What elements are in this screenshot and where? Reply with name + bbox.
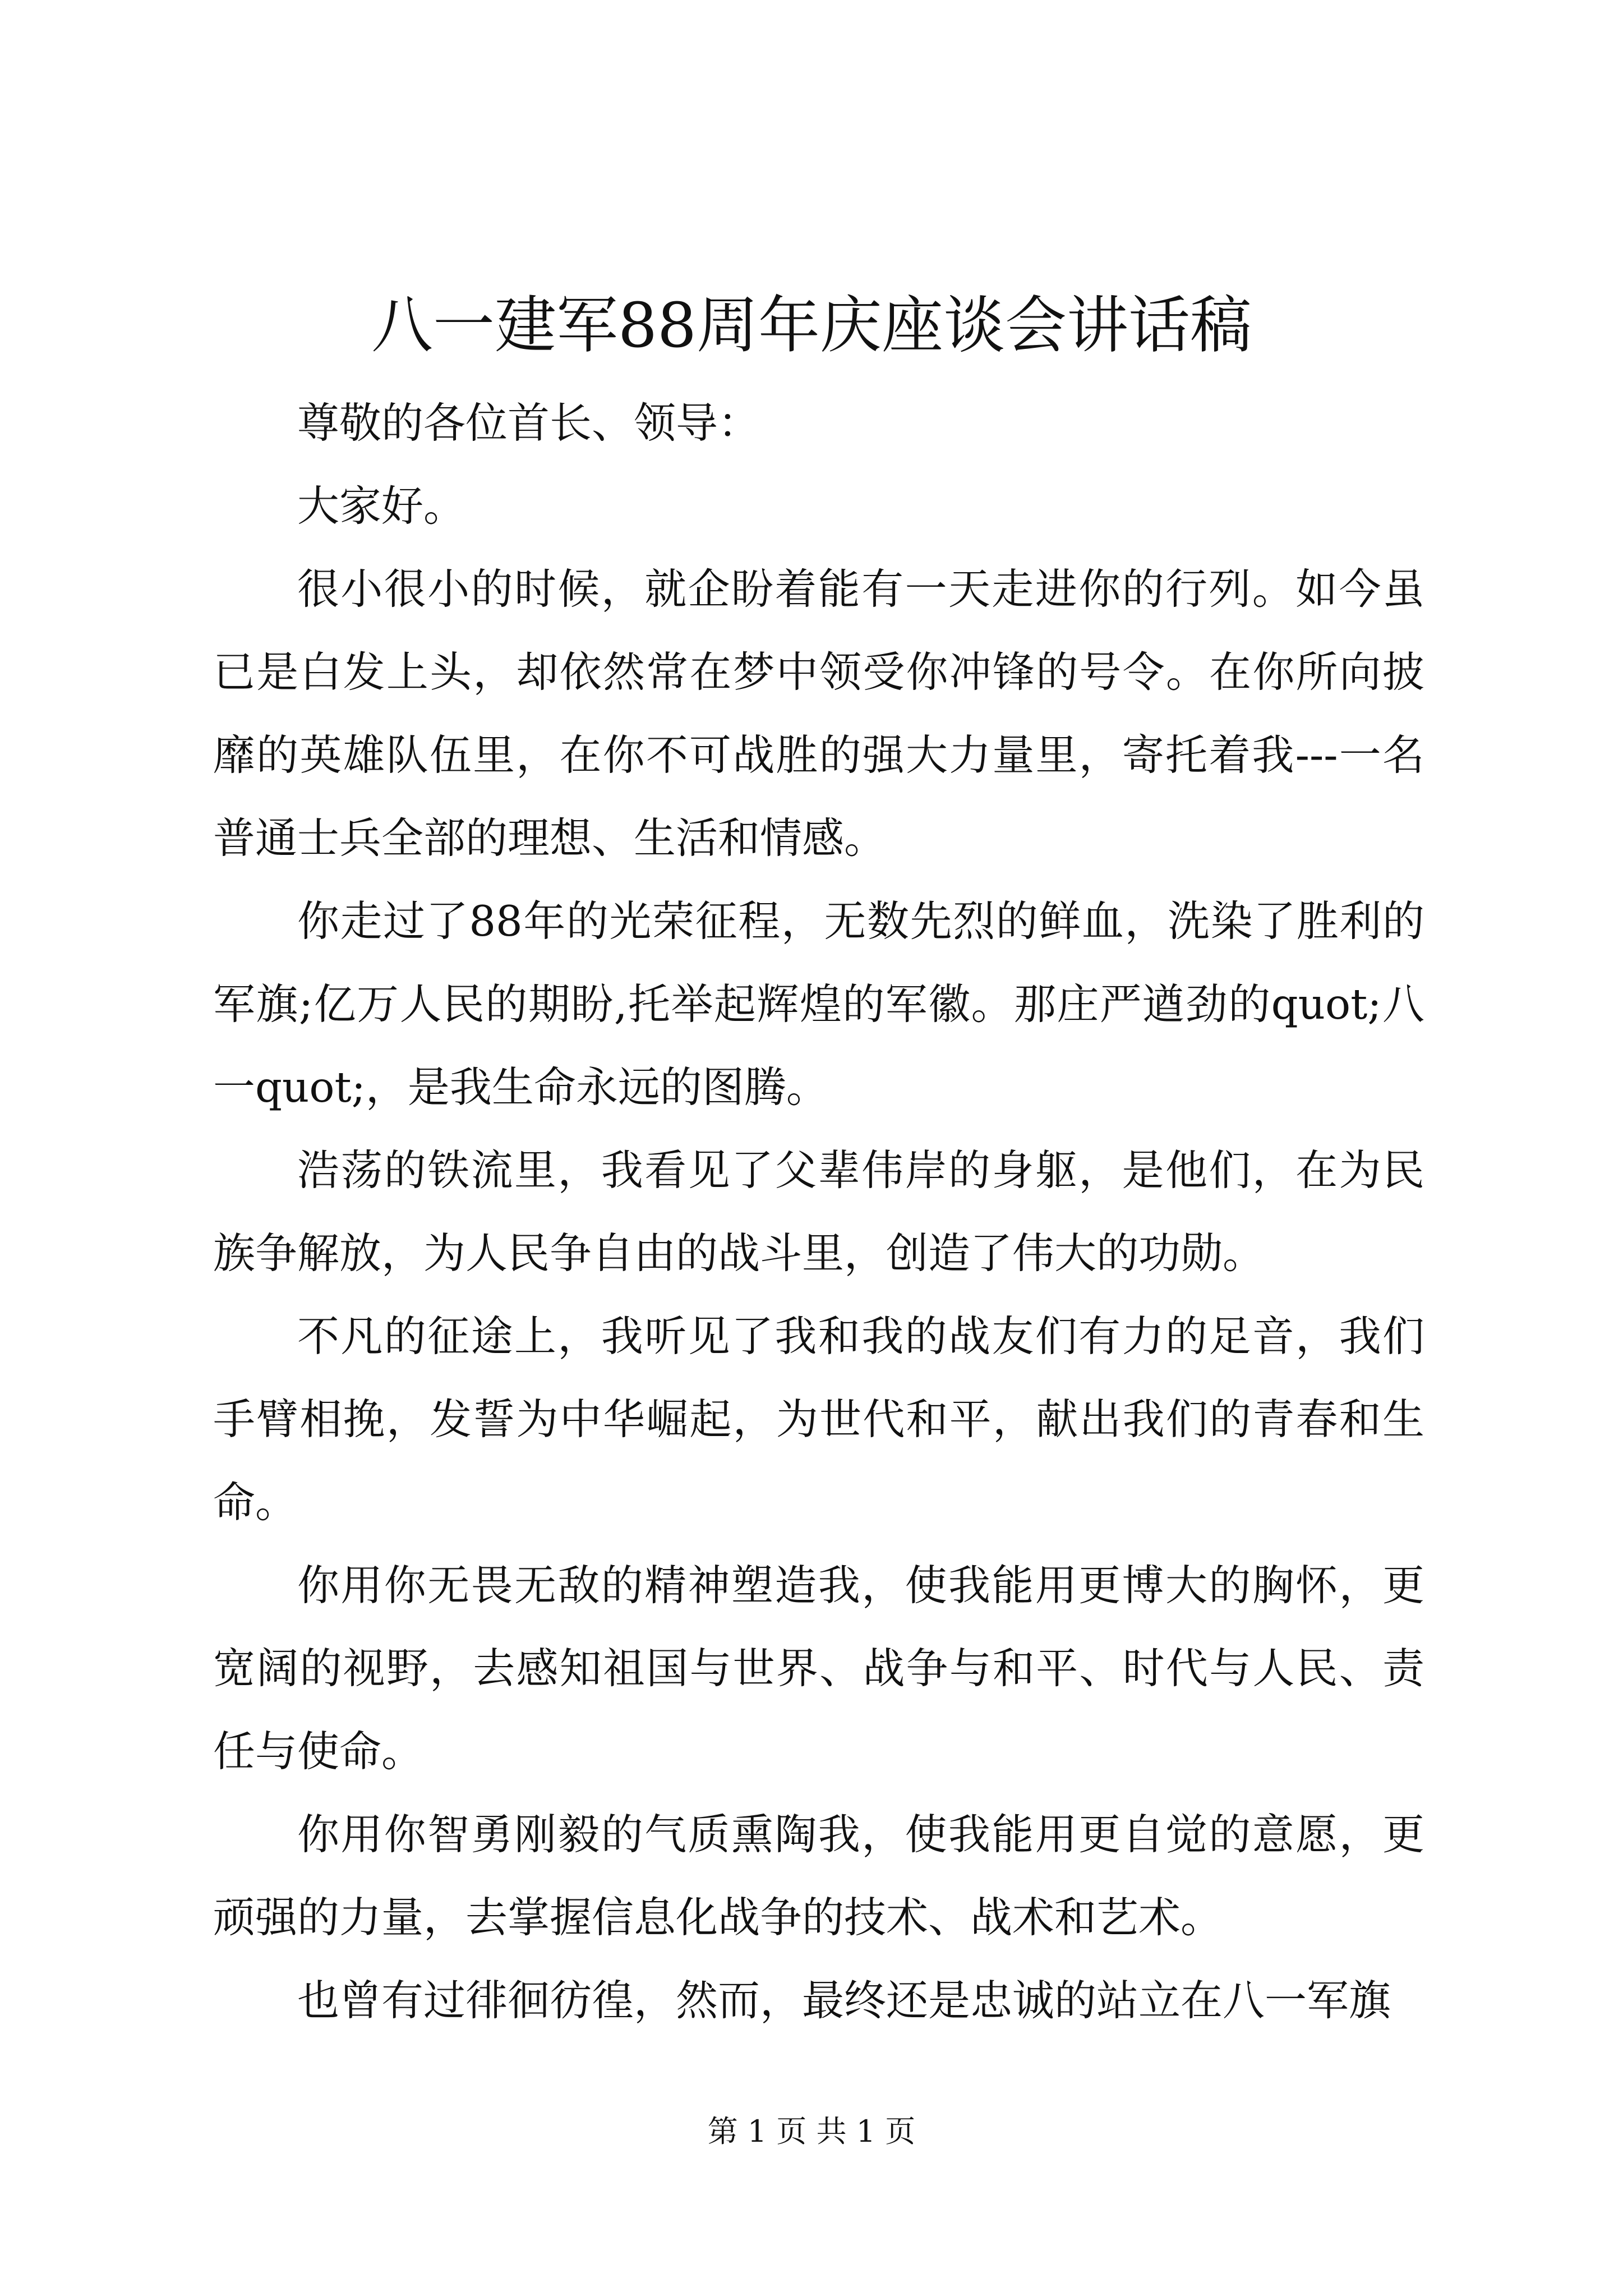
page-footer: 第 1 页 共 1 页 xyxy=(707,2114,916,2149)
paragraph: 也曾有过徘徊彷徨，然而，最终还是忠诚的站立在八一军旗 xyxy=(297,1976,1391,2025)
paragraph-salutation: 尊敬的各位首长、领导： xyxy=(297,398,760,448)
document-body xyxy=(213,381,1424,2042)
paragraph: 浩荡的铁流里，我看见了父辈伟岸的身躯，是他们，在为民族争解放，为人民争自由的战斗里，创造了伟大的功勋。 xyxy=(213,1145,1424,1278)
paragraph: 你用你无畏无敌的精神塑造我，使我能用更博大的胸怀，更宽阔的视野，去感知祖国与世界、战争与和平、时代与人民、责任与使命。 xyxy=(213,1561,1424,1776)
paragraph: 很小很小的时候，就企盼着能有一天走进你的行列。如今虽已是白发上头，却依然常在梦中领受你冲锋的号令。在你所向披靡的英雄队伍里，在你不可战胜的强大力量里，寄托着我---一名普通士兵全部的理想、生活和情感。 xyxy=(213,564,1424,863)
paragraph: 不凡的征途上，我听见了我和我的战友们有力的足音，我们手臂相挽，发誓为中华崛起，为世代和平，献出我们的青春和生命。 xyxy=(213,1312,1424,1527)
paragraph-greeting: 大家好。 xyxy=(297,481,466,531)
paragraph: 你走过了88年的光荣征程，无数先烈的鲜血，洗染了胜利的军旗;亿万人民的期盼,托举起辉煌的军徽。那庄严遒劲的quot;八一quot;，是我生命永远的图腾。 xyxy=(213,896,1424,1112)
document-title: 八一建军88周年庆座谈会讲话稿 xyxy=(371,289,1252,361)
paragraph: 你用你智勇刚毅的气质熏陶我，使我能用更自觉的意愿，更顽强的力量，去掌握信息化战争的技术、战术和艺术。 xyxy=(213,1810,1424,1942)
